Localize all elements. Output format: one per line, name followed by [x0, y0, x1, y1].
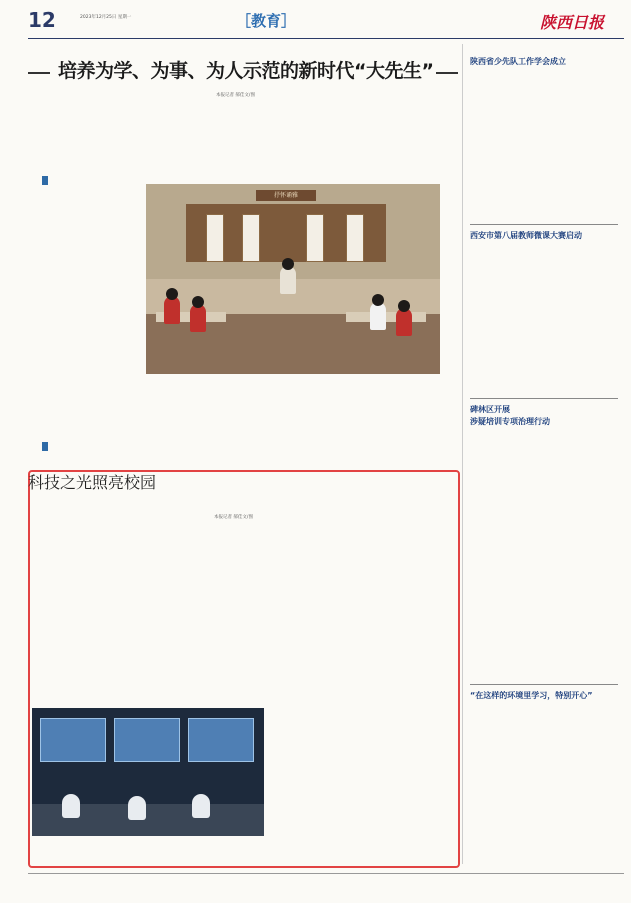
sidebar-article-1-title[interactable]: 陕西省少先队工作学会成立: [470, 57, 566, 66]
highlight-column-2: [142, 528, 240, 700]
sidebar-article-2-body: [470, 244, 618, 394]
sidebar-divider-2: [470, 398, 618, 399]
sidebar-divider-1: [470, 224, 618, 225]
masthead-logo: 陕西日报: [540, 13, 605, 32]
sidebar-article-2-title[interactable]: 西安市第八届教师微课大赛启动: [470, 231, 582, 240]
lab-photo: [32, 708, 264, 836]
section-label: ［教育］: [236, 12, 297, 30]
subhead-2: [42, 442, 48, 451]
page-number: 12: [28, 8, 56, 32]
lead-column-4: [346, 388, 440, 468]
lead-column-2: [146, 388, 240, 468]
headline-rule-left: [28, 72, 50, 74]
board-sign: 抒怀诵雅: [256, 190, 316, 201]
sidebar-article-3-subtitle[interactable]: 涉疑培训专项治理行动: [470, 417, 550, 426]
sidebar-divider-3: [470, 684, 618, 685]
highlight-byline: 本报记者 郝佳文/图: [214, 515, 253, 520]
sidebar-article-4-title[interactable]: “在这样的环境里学习，特别开心”: [470, 691, 593, 700]
lead-column-1: [42, 188, 140, 438]
issue-date: 2023年12月25日 星期一: [80, 15, 132, 20]
lead-byline: 本报记者 郝佳文/图: [216, 93, 255, 98]
highlight-column-1: [40, 528, 138, 700]
highlight-headline[interactable]: 科技之光照亮校园: [28, 473, 157, 492]
page-header: [28, 8, 624, 38]
classroom-photo: [146, 184, 440, 374]
lead-headline-block: [28, 56, 458, 84]
sidebar-article-3-body: [470, 430, 618, 680]
header-rule: [28, 38, 624, 39]
lead-column-3: [246, 388, 340, 468]
subhead-1: [42, 176, 48, 185]
page-footer: [28, 873, 624, 877]
sidebar-article-3-title[interactable]: 碑林区开展: [470, 405, 510, 414]
sidebar-article-1-body: [470, 70, 618, 220]
headline-rule-right: [436, 72, 458, 74]
lead-headline[interactable]: 培养为学、为事、为人示范的新时代“大先生”: [58, 60, 434, 82]
highlight-column-4: [352, 528, 452, 858]
sidebar-article-4-body: [470, 704, 618, 864]
